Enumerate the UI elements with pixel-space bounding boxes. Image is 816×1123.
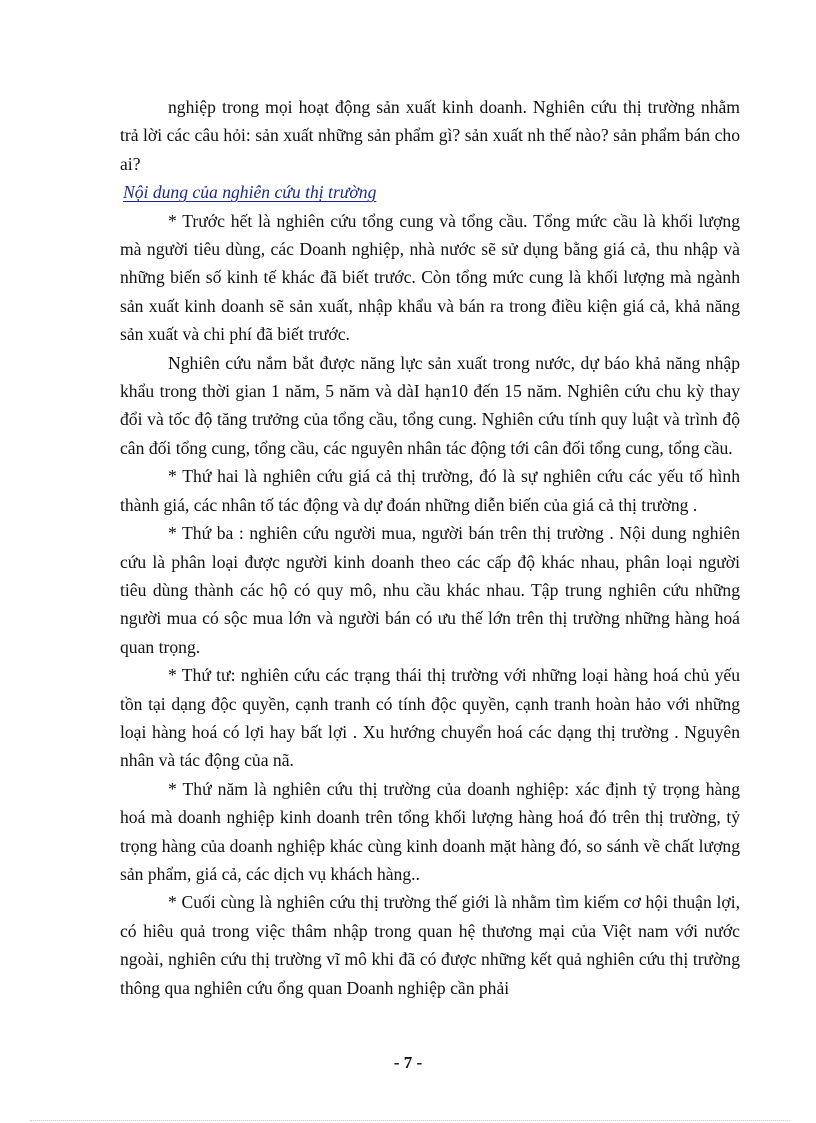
paragraph-supply-demand: * Trước hết là nghiên cứu tổng cung và tổng cầu. Tổng mức cầu là khối lượng mà người tiêu dùng, các Doanh nghiệp, nhà nước sẽ sử dụng bằng giá cả, thu nhập và những biến số kinh tế khác đã biết trước. Còn tổng mức cung là khối lượng mà ngành sản xuất kinh doanh sẽ sản xuất, nhập khẩu và bán ra trong điều kiện giá cả, khả năng sản xuất và chi phí đã biết trước. <box>120 210 740 345</box>
paragraph-buyers-sellers: * Thứ ba : nghiên cứu người mua, người bán trên thị trường . Nội dung nghiên cứu là phân loại được người kinh doanh theo các cấp độ khác nhau, phân loại người tiêu dùng thành các hộ có quy mô, nhu cầu khác nhau. Tập trung nghiên cứu những người mua có sộc mua lớn và người bán có ưu thế lớn trên thị trường những hàng hoá quan trọng. <box>120 523 740 657</box>
paragraph-price: * Thứ hai là nghiên cứu giá cả thị trường, đó là sự nghiên cứu các yếu tố hình thành giá, các nhân tố tác động và dự đoán những diễn biến của giá cả thị trường . <box>120 466 740 515</box>
intro-paragraph: nghiệp trong mọi hoạt động sản xuất kinh doanh. Nghiên cứu thị trường nhằm trả lời các câu hỏi: sản xuất những sản phẩm gì? sản xuất nh thế nào? sản phẩm bán cho ai? <box>120 97 740 174</box>
section-heading-wrap <box>120 178 740 206</box>
page-number: - 7 - <box>393 1053 423 1072</box>
paragraph-capacity: Nghiên cứu nắm bắt được năng lực sản xuất trong nước, dự báo khả năng nhập khẩu trong thời gian 1 năm, 5 năm và dàI hạn10 đến 15 năm. Nghiên cứu chu kỳ thay đổi và tốc độ tăng trưởng của tổng cầu, tổng cung. Nghiên cứu tính quy luật và trình độ cân đối tổng cung, tổng cầu, các nguyên nhân tác động tới cân đối tổng cung, tổng cầu. <box>120 352 740 458</box>
paragraph-enterprise-market: * Thứ năm là nghiên cứu thị trường của doanh nghiệp: xác định tỷ trọng hàng hoá mà doanh nghiệp kinh doanh trên tổng khối lượng hàng hoá đó trên thị trường, tỷ trọng hàng của doanh nghiệp khác cùng kinh doanh mặt hàng đó, so sánh về chất lượng sản phẩm, giá cả, các dịch vụ khách hàng.. <box>120 778 740 884</box>
paragraph-world-market: * Cuối cùng là nghiên cứu thị trường thế giới là nhằm tìm kiếm cơ hội thuận lợi, có hiêu quả trong việc thâm nhập trong quan hệ thương mại của Việt nam với nước ngoài, nghiên cứu thị trường vĩ mô khi đã có được những kết quả nghiên cứu thị trường thông qua nghiên cứu ổng quan Doanh nghiệp cần phải <box>120 892 740 998</box>
page-content <box>120 93 740 1002</box>
footer-divider <box>30 1120 790 1121</box>
section-heading: Nội dung của nghiên cứu thị trường <box>123 182 377 203</box>
paragraph-market-states: * Thứ tư: nghiên cứu các trạng thái thị trường với những loại hàng hoá chủ yếu tồn tại dạng độc quyền, cạnh tranh có tính độc quyền, cạnh tranh hoàn hảo với những loại hàng hoá có lợi hay bất lợi . Xu hướng chuyển hoá các dạng thị trường . Nguyên nhân và tác động của nã. <box>120 665 740 771</box>
